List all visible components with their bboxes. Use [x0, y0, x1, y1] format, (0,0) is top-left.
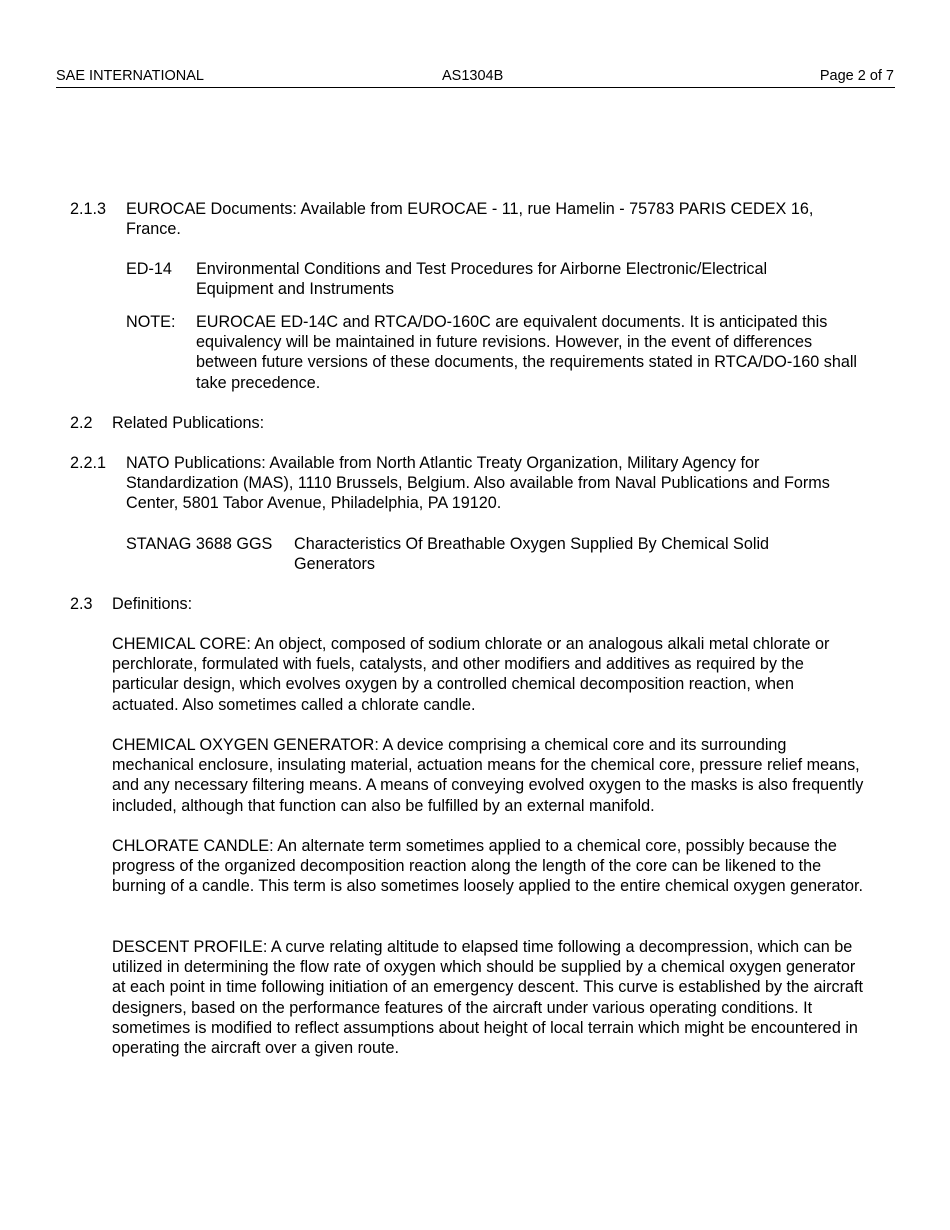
section-heading: Definitions: [112, 595, 193, 613]
section-text: NATO Publications: Available from North Atlantic Treaty Organization, Military Agency for Standardization (MAS), 1110 Brussels, Belgium. Also available from Naval Publications and Forms Center, 5801 Tabor Avenue, Philadelphia, PA 19120. [126, 454, 830, 513]
section-number: 2.2 [70, 414, 93, 432]
definition-descent-profile: DESCENT PROFILE: A curve relating altitude to elapsed time following a decompression, which can be utilized in determining the flow rate of oxygen which should be supplied by a chemical oxygen generator at each point in time following initiation of an emergency descent. This curve is established by the aircraft designers, based on the performance features of the aircraft under various operating conditions. It sometimes is modified to reflect assumptions about height of local terrain which might be encountered in operating the aircraft over a given route. [112, 938, 864, 1058]
note-text: EUROCAE ED-14C and RTCA/DO-160C are equivalent documents. It is anticipated this equivalency will be maintained in future revisions. However, in the event of differences between future versions of these documents, the requirements stated in RTCA/DO-160 shall take precedence. [196, 313, 858, 392]
definition-chemical-oxygen-generator: CHEMICAL OXYGEN GENERATOR: A device comprising a chemical core and its surrounding mechanical enclosure, insulating material, actuation means for the chemical core, pressure relief means, and any necessary filtering means. A means of conveying evolved oxygen to the masks is also frequently included, although that function can also be fulfilled by an external manifold. [112, 736, 864, 815]
reference-title: Environmental Conditions and Test Procedures for Airborne Electronic/Electrical Equipment and Instruments [196, 260, 768, 299]
reference-code: STANAG 3688 GGS [126, 535, 273, 553]
section-text: EUROCAE Documents: Available from EUROCAE - 11, rue Hamelin - 75783 PARIS CEDEX 16, France. [126, 200, 814, 239]
section-number: 2.1.3 [70, 200, 107, 218]
definition-chemical-core: CHEMICAL CORE: An object, composed of sodium chlorate or an analogous alkali metal chlorate or perchlorate, formulated with fuels, catalysts, and other modifiers and additives as required by the particular design, which evolves oxygen by a controlled chemical decomposition reaction, when actuated. Also sometimes called a chlorate candle. [112, 635, 830, 714]
header-page-number: Page 2 of 7 [819, 68, 894, 84]
header-doc-id: AS1304B [442, 68, 504, 84]
header-org: SAE INTERNATIONAL [56, 68, 204, 84]
section-heading: Related Publications: [112, 414, 265, 432]
reference-title: Characteristics Of Breathable Oxygen Supplied By Chemical Solid Generators [294, 535, 770, 574]
section-number: 2.2.1 [70, 454, 107, 472]
page-header [56, 66, 895, 88]
reference-code: ED-14 [126, 260, 172, 278]
section-number: 2.3 [70, 595, 93, 613]
definition-chlorate-candle: CHLORATE CANDLE: An alternate term sometimes applied to a chemical core, possibly because the progress of the organized decomposition reaction along the length of the core can be likened to the burning of a candle. This term is also sometimes loosely applied to the entire chemical oxygen generator. [112, 837, 864, 896]
note-label: NOTE: [126, 313, 176, 331]
